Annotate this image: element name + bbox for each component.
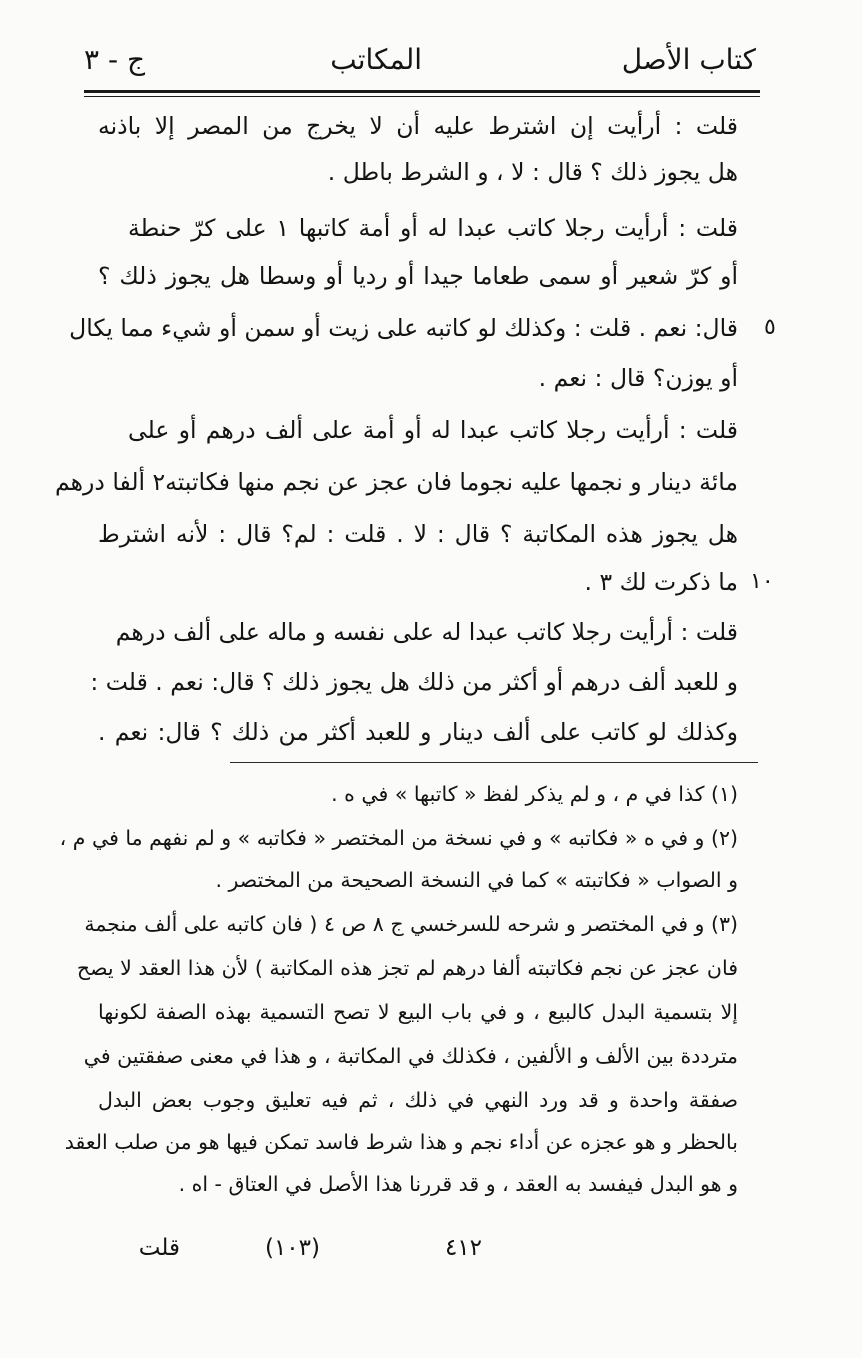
running-header [84, 40, 756, 84]
text-line: هل يجوز هذه المكاتبة ؟ قال : لا . قلت : لم؟ قال : لأنه اشترط [98, 520, 738, 548]
line-number-10: ١٠ [750, 569, 774, 594]
text-line: أو كرّ شعير أو سمى طعاما جيدا أو رديا أو وسطا هل يجوز ذلك ؟ [98, 262, 738, 290]
line-number-5: ٥ [764, 315, 776, 340]
catchword: قلت [138, 1235, 180, 1261]
chapter-title: المكاتب [330, 43, 422, 76]
footnote-rule [230, 762, 758, 763]
sheet-signature: (١٠٣) [264, 1235, 320, 1261]
footnote-line: و الصواب « فكاتبته » كما في النسخة الصحيحة من المختصر . [215, 868, 738, 892]
text-line: ما ذكرت لك ٣ . [584, 568, 738, 596]
footnote-line: صفقة واحدة و قد ورد النهي في ذلك ، ثم فيه تعليق وجوب بعض البدل [98, 1088, 738, 1112]
page-number: ٤١٢ [444, 1235, 482, 1261]
text-line: قلت : أرأيت رجلا كاتب عبدا له على نفسه و ماله على ألف درهم [115, 618, 738, 646]
footnote-line: إلا بتسمية البدل كالبيع ، و في باب البيع لا تصح التسمية بهذه الصفة لكونها [98, 1000, 738, 1024]
header-rule-thin [84, 96, 760, 97]
text-line: وكذلك لو كاتب على ألف دينار و للعبد أكثر من ذلك ؟ قال: نعم . [98, 718, 738, 746]
footnote-line: (٣) و في المختصر و شرحه للسرخسي ج ٨ ص ٤ ( فان كاتبه على ألف منجمة [84, 912, 738, 936]
footnote-line: (١) كذا في م ، و لم يذكر لفظ « كاتبها » في ه . [331, 782, 738, 806]
text-line: قلت : أرأيت رجلا كاتب عبدا له أو أمة على ألف درهم أو على [128, 416, 738, 444]
footnote-line: مترددة بين الألف و الألفين ، فكذلك في المكاتبة ، و هذا في معنى صفقتين في [83, 1044, 738, 1068]
footnote-line: (٢) و في ه « فكاتبه » و في نسخة من المختصر « فكاتبه » و لم نفهم ما في م ، [59, 826, 738, 850]
text-line: هل يجوز ذلك ؟ قال : لا ، و الشرط باطل . [327, 158, 738, 186]
book-title: كتاب الأصل [621, 43, 756, 76]
text-line: مائة دينار و نجمها عليه نجوما فان عجز عن نجم منها فكاتبته٢ ألفا درهم [55, 468, 738, 496]
page-footer [110, 1228, 750, 1268]
footnote-line: و هو البدل فيفسد به العقد ، و قد قررنا هذا الأصل في العتاق - اه . [178, 1172, 738, 1196]
header-rule [84, 90, 760, 93]
text-line: قلت : أرأيت رجلا كاتب عبدا له أو أمة كاتبها ١ على كرّ حنطة [128, 214, 738, 242]
footnote-line: بالحظر و هو عجزه عن أداء نجم و هذا شرط فاسد تمكن فيها هو من صلب العقد [64, 1130, 738, 1154]
text-line: قال: نعم . قلت : وكذلك لو كاتبه على زيت أو سمن أو شيء مما يكال [69, 314, 738, 342]
footnote-line: فان عجز عن نجم فكاتبته ألفا درهم لم تجز هذه المكاتبة ) لأن هذا العقد لا يصح [76, 956, 738, 980]
volume-number: ج - ٣ [84, 43, 146, 76]
text-line: قلت : أرأيت إن اشترط عليه أن لا يخرج من المصر إلا باذنه [98, 112, 738, 140]
text-line: أو يوزن؟ قال : نعم . [538, 364, 738, 392]
text-line: و للعبد ألف درهم أو أكثر من ذلك هل يجوز ذلك ؟ قال: نعم . قلت : [90, 668, 738, 696]
